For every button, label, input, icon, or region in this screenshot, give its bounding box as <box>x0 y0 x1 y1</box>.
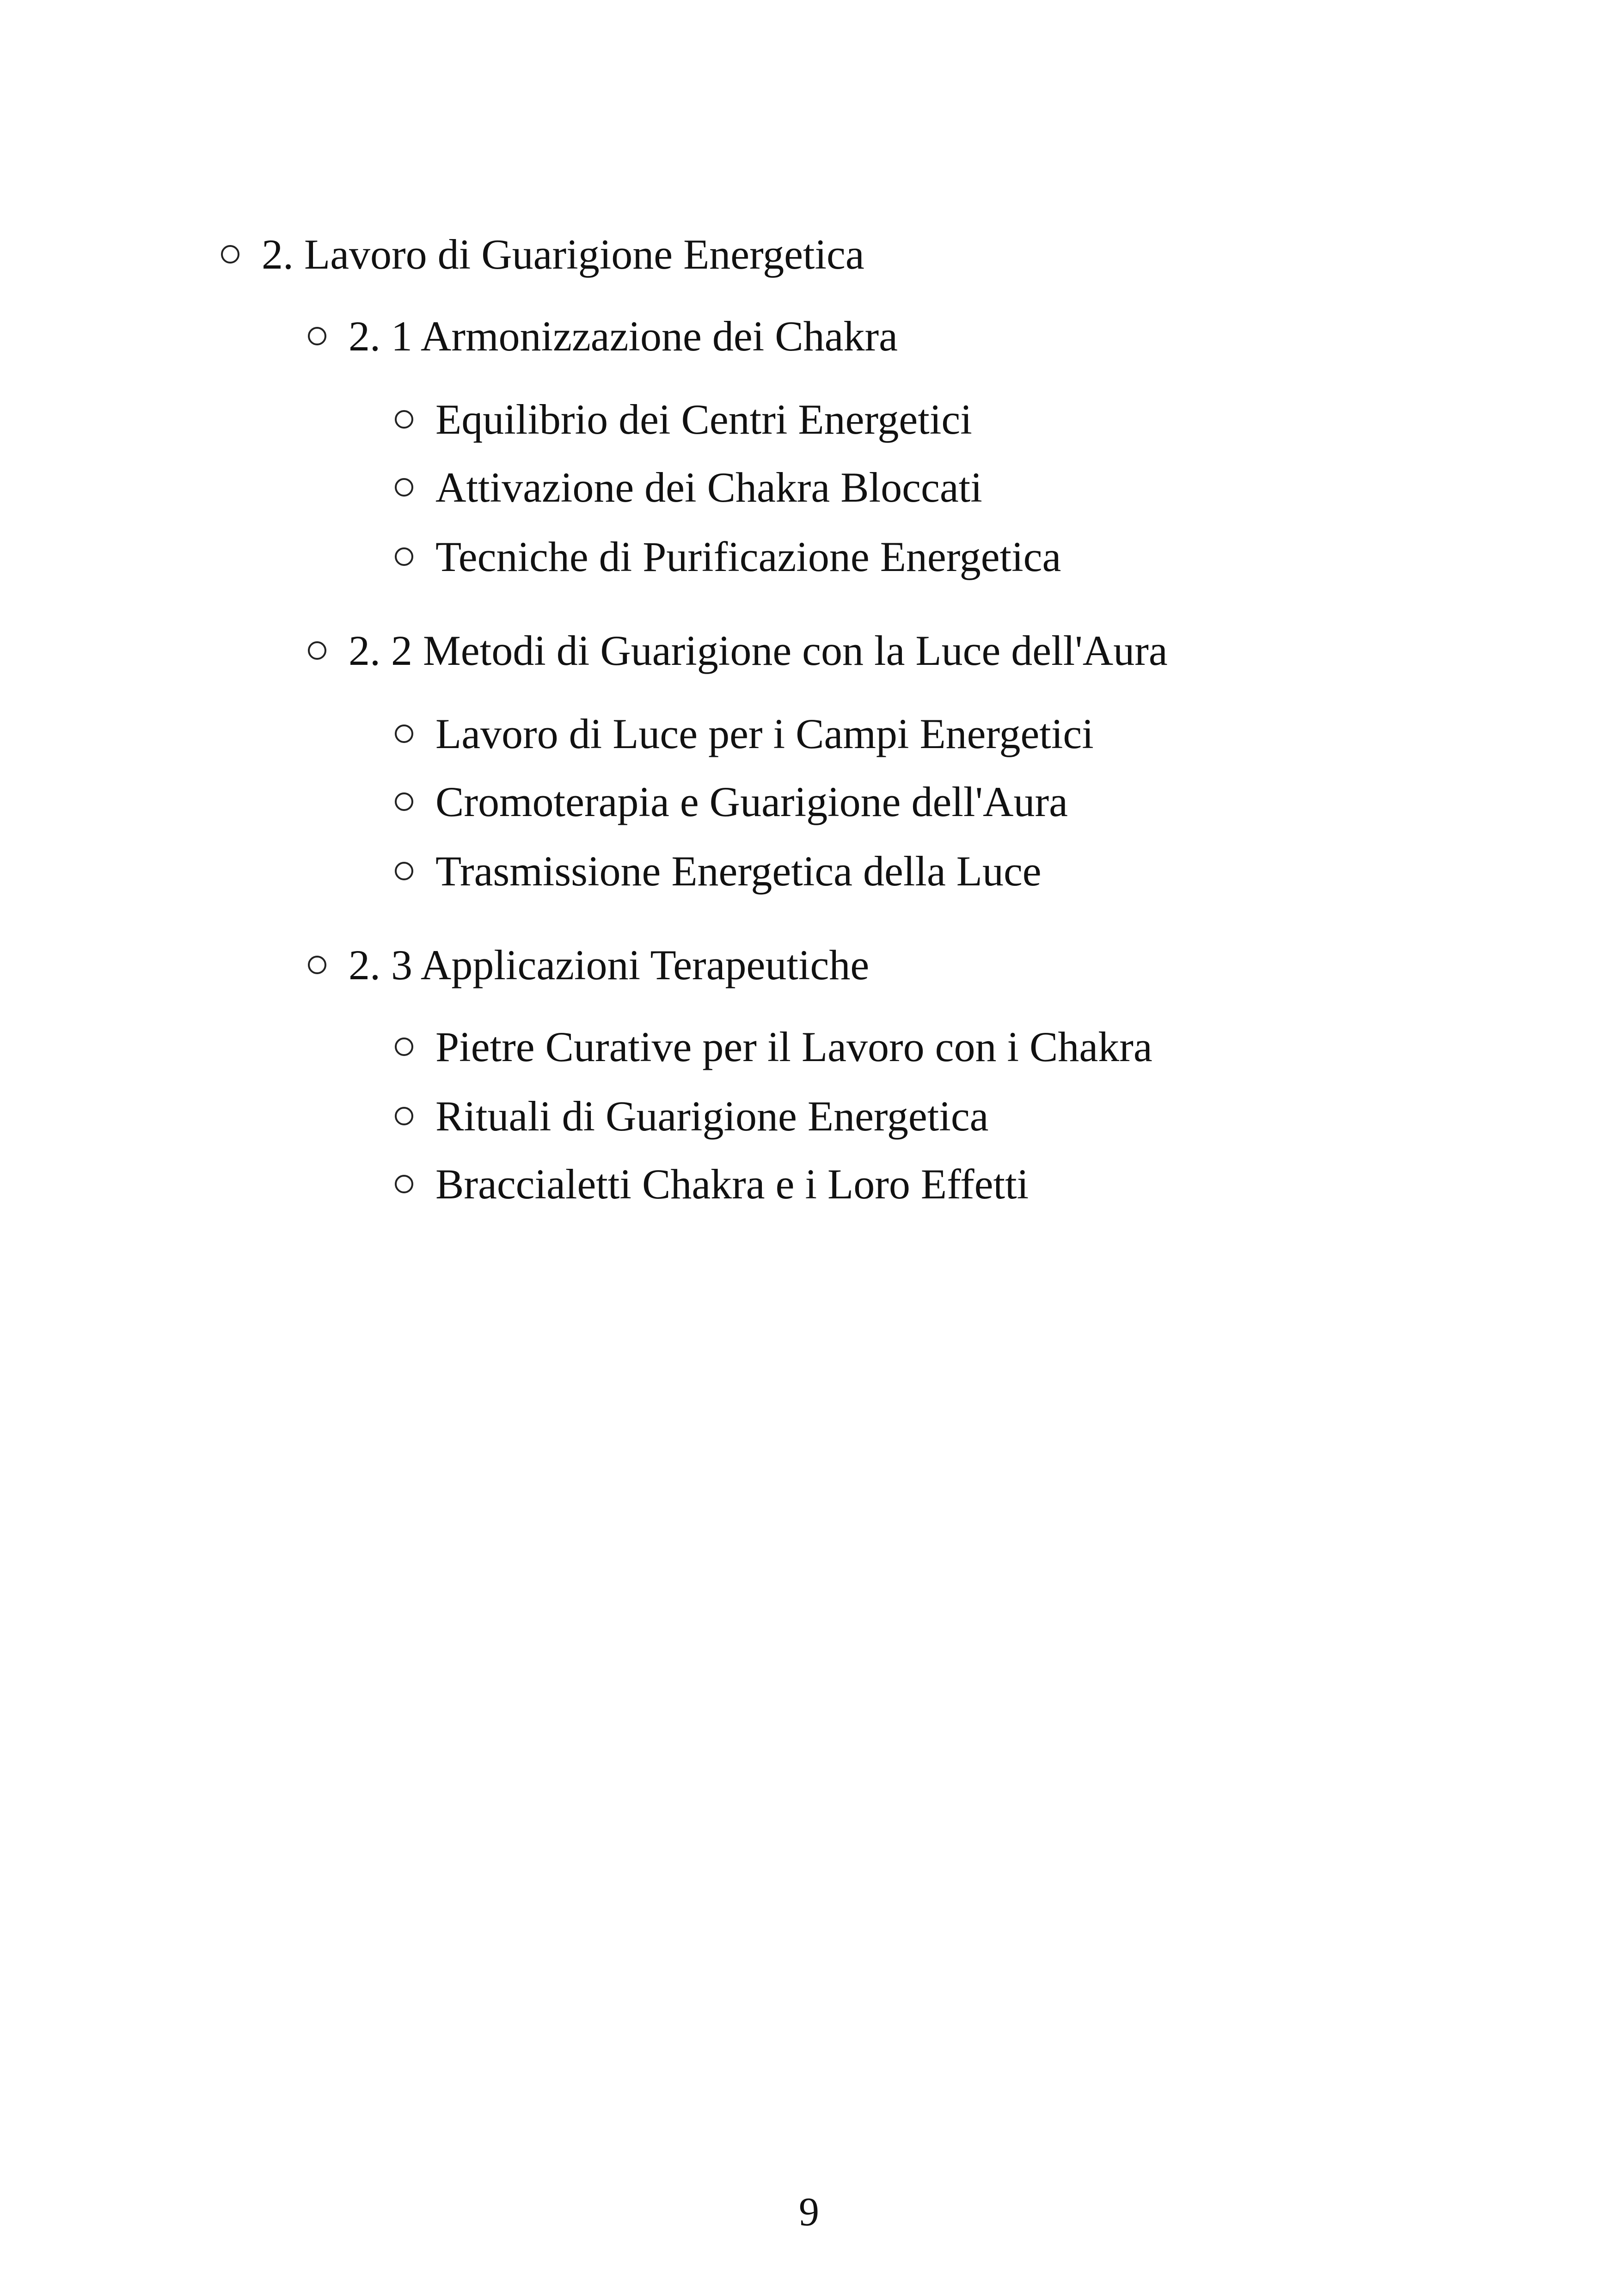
toc-item-title: Lavoro di Luce per i Campi Energetici <box>435 710 1094 757</box>
toc-item <box>395 708 1094 759</box>
toc-section <box>308 939 869 990</box>
circle-bullet-icon <box>395 547 413 566</box>
toc-item-title: Attivazione dei Chakra Bloccati <box>435 464 982 511</box>
toc-item <box>395 1091 989 1142</box>
toc-item-title: Equilibrio dei Centri Energetici <box>435 396 972 443</box>
toc-section-title: 2. 1 Armonizzazione dei Chakra <box>349 313 898 360</box>
toc-section-title: 2. 3 Applicazioni Terapeutiche <box>349 941 870 988</box>
circle-bullet-icon <box>395 478 413 497</box>
circle-bullet-icon <box>308 327 326 345</box>
toc-chapter <box>221 229 864 280</box>
circle-bullet-icon <box>395 724 413 743</box>
circle-bullet-icon <box>395 1107 413 1125</box>
toc-item <box>395 846 1042 896</box>
toc-item <box>395 1021 1152 1072</box>
toc-item-title: Rituali di Guarigione Energetica <box>435 1093 989 1140</box>
toc-item-title: Pietre Curative per il Lavoro con i Chakra <box>435 1023 1152 1070</box>
circle-bullet-icon <box>395 1175 413 1193</box>
toc-item-title: Tecniche di Purificazione Energetica <box>435 533 1061 580</box>
circle-bullet-icon <box>395 792 413 811</box>
toc-section <box>308 625 1168 676</box>
toc-item-title: Braccialetti Chakra e i Loro Effetti <box>435 1160 1029 1208</box>
circle-bullet-icon <box>221 245 239 264</box>
toc-item <box>395 462 982 513</box>
circle-bullet-icon <box>308 956 326 974</box>
circle-bullet-icon <box>395 410 413 429</box>
circle-bullet-icon <box>395 1037 413 1056</box>
circle-bullet-icon <box>395 862 413 880</box>
toc-item <box>395 1159 1029 1209</box>
toc-section <box>308 311 898 362</box>
toc-item-title: Trasmissione Energetica della Luce <box>435 847 1042 895</box>
toc-item <box>395 776 1068 827</box>
toc-chapter-title: 2. Lavoro di Guarigione Energetica <box>262 231 864 278</box>
toc-item-title: Cromoterapia e Guarigione dell'Aura <box>435 778 1068 825</box>
toc-section-title: 2. 2 Metodi di Guarigione con la Luce dell'Aura <box>349 627 1168 674</box>
toc-item <box>395 394 972 445</box>
circle-bullet-icon <box>308 641 326 660</box>
page-number: 9 <box>799 2190 819 2235</box>
toc-item <box>395 531 1061 582</box>
